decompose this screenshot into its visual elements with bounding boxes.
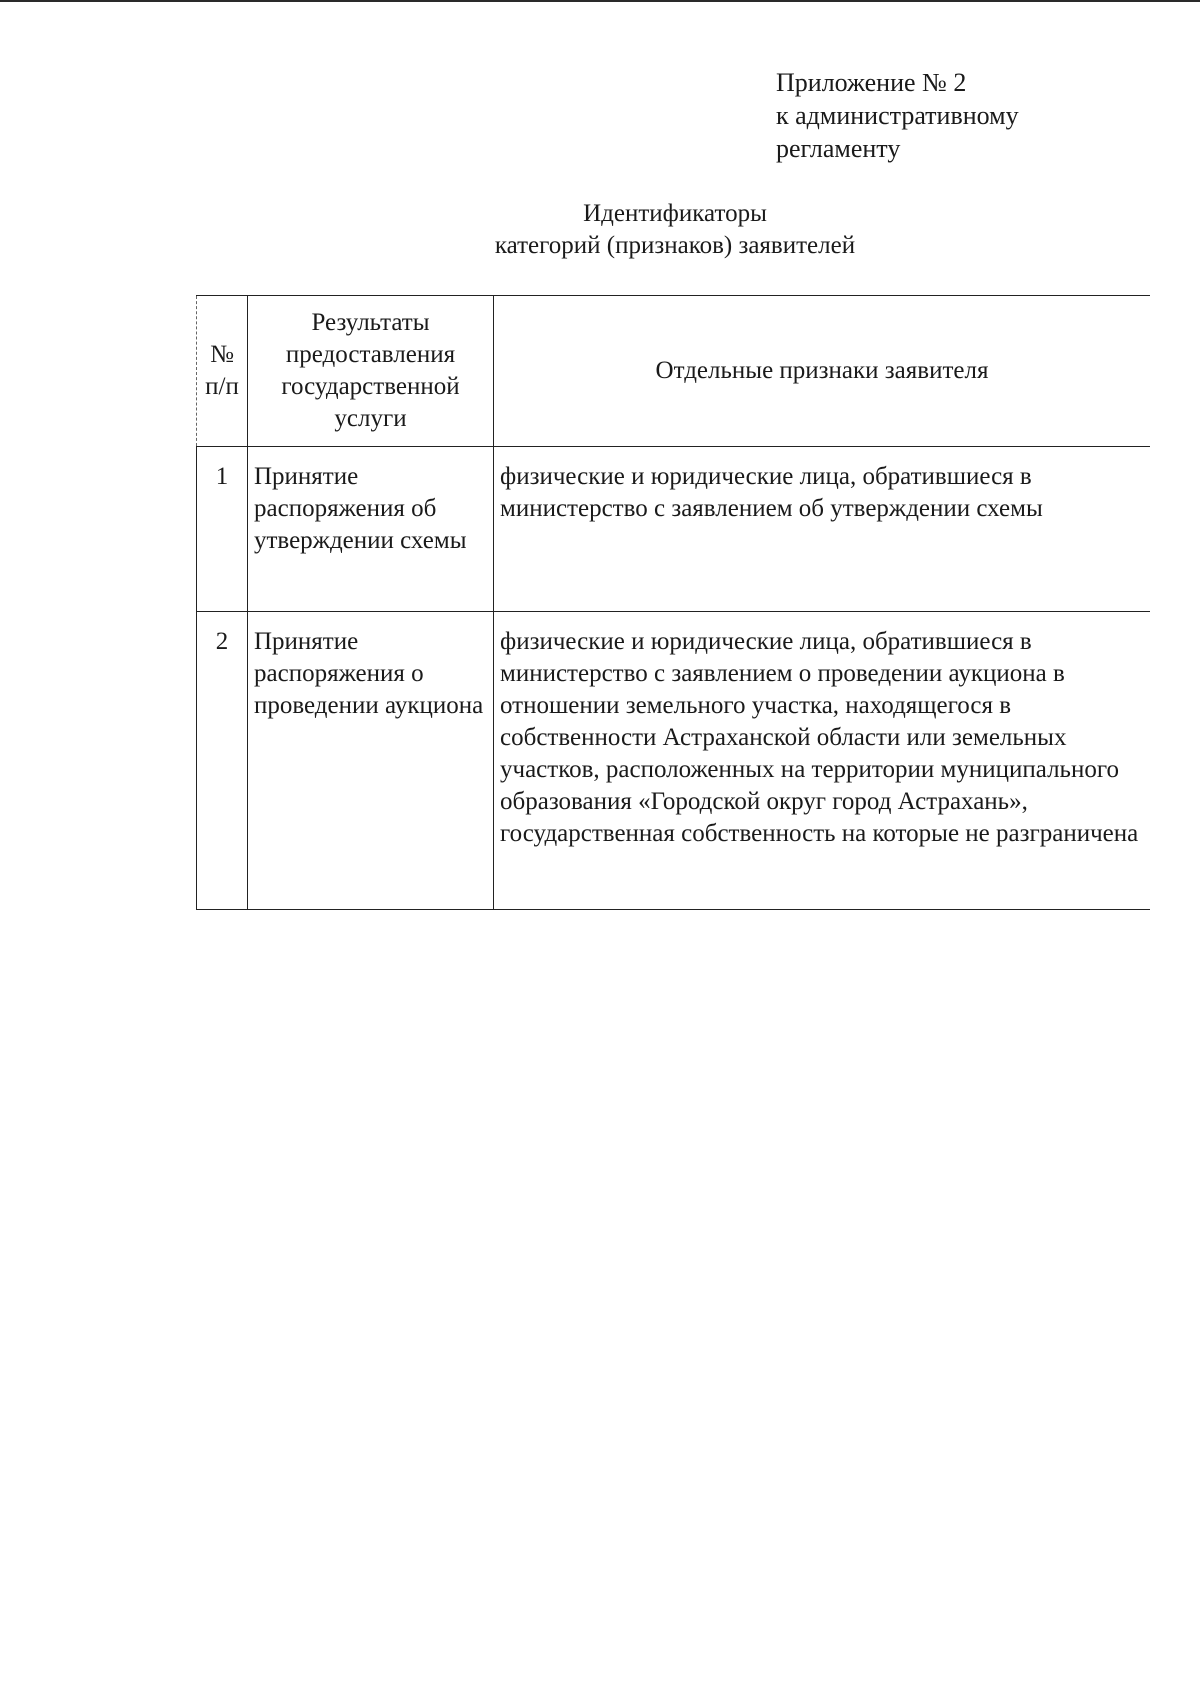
title-line-1: Идентификаторы [583, 200, 767, 227]
header-num [197, 296, 248, 447]
row-number: 2 [197, 612, 248, 910]
table-row [197, 612, 1151, 910]
row-result: Принятие распоряжения о проведении аукциона [248, 612, 494, 910]
identifiers-table [196, 295, 1150, 910]
appendix-line-2: к административному [776, 101, 1019, 130]
header-features [494, 296, 1151, 447]
table-header-row [197, 296, 1151, 447]
header-num-label: № п/п [205, 341, 239, 400]
scan-top-border [0, 0, 1200, 2]
row-features: физические и юридические лица, обратившиеся в министерство с заявлением о проведении аукциона в отношении земельного участка, находящегося в собственности Астраханской области или земельных участков, расположенных на территории муниципального образования «Городской округ город Астрахань», государственная собственность на которые не разграничена [494, 612, 1151, 910]
appendix-note [776, 66, 1019, 165]
header-result-label: Результаты предоставления государственной услуги [281, 309, 460, 432]
document-title [320, 198, 1030, 262]
header-features-label: Отдельные признаки заявителя [655, 357, 989, 384]
title-line-2: категорий (признаков) заявителей [494, 232, 856, 259]
row-number: 1 [197, 447, 248, 612]
appendix-line-1: Приложение № 2 [776, 68, 967, 97]
appendix-line-3: регламенту [776, 134, 901, 163]
row-result: Принятие распоряжения об утверждении схемы [248, 447, 494, 612]
header-result [248, 296, 494, 447]
table-row [197, 447, 1151, 612]
row-features: физические и юридические лица, обратившиеся в министерство с заявлением об утверждении схемы [494, 447, 1151, 612]
